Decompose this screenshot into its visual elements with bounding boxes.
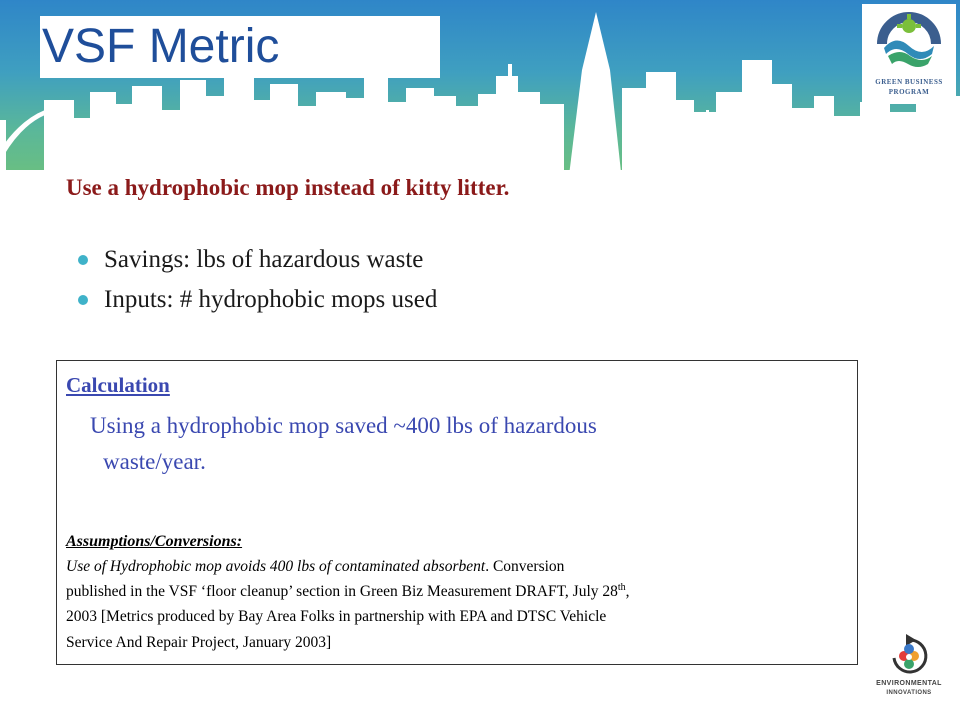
logo-text-line1: GREEN BUSINESS bbox=[875, 78, 943, 86]
slide-subtitle: Use a hydrophobic mop instead of kitty litter. bbox=[66, 175, 510, 200]
environmental-innovations-logo bbox=[862, 628, 956, 714]
page-title: VSF Metric bbox=[42, 20, 280, 73]
assumptions-line-2-text: published in the VSF ‘floor cleanup’ section in Green Biz Measurement DRAFT, July 28 bbox=[66, 583, 618, 601]
bullet-text: Savings: lbs of hazardous waste bbox=[104, 246, 424, 273]
footer-logo-line2: INNOVATIONS bbox=[886, 690, 932, 696]
green-business-emblem-icon bbox=[862, 4, 956, 76]
assumptions-line-2-post: , bbox=[625, 583, 630, 601]
assumptions-line-1-rest: . Conversion bbox=[485, 558, 565, 575]
bullet-text: Inputs: # hydrophobic mops used bbox=[104, 286, 438, 313]
assumptions-line-3: 2003 [Metrics produced by Bay Area Folks in partnership with EPA and DTSC Vehicle bbox=[66, 608, 607, 625]
calculation-line-2: waste/year. bbox=[103, 449, 206, 474]
calculation-line-1: Using a hydrophobic mop saved ~400 lbs of hazardous bbox=[90, 413, 597, 438]
bullet-item-inputs bbox=[72, 280, 437, 320]
recycle-flower-icon bbox=[862, 628, 956, 684]
bullet-item-savings bbox=[72, 240, 437, 280]
bullet-list bbox=[72, 240, 437, 320]
assumptions-heading: Assumptions/Conversions: bbox=[66, 533, 243, 550]
assumptions-line-2 bbox=[66, 582, 630, 601]
assumptions-line-2-superscript: th bbox=[617, 582, 626, 593]
green-business-logo bbox=[862, 4, 956, 104]
bullet-icon bbox=[78, 255, 88, 265]
bullet-icon bbox=[78, 295, 88, 305]
title-box bbox=[40, 16, 440, 78]
calculation-box bbox=[56, 360, 858, 665]
calculation-heading: Calculation bbox=[66, 373, 170, 397]
assumptions-line-1-italic: Use of Hydrophobic mop avoids 400 lbs of contaminated absorbent bbox=[66, 558, 486, 575]
logo-text-line2: PROGRAM bbox=[888, 88, 930, 96]
footer-logo-line1: ENVIRONMENTAL bbox=[876, 680, 942, 687]
assumptions-line-1 bbox=[66, 558, 564, 576]
assumptions-line-4: Service And Repair Project, January 2003] bbox=[66, 634, 332, 651]
